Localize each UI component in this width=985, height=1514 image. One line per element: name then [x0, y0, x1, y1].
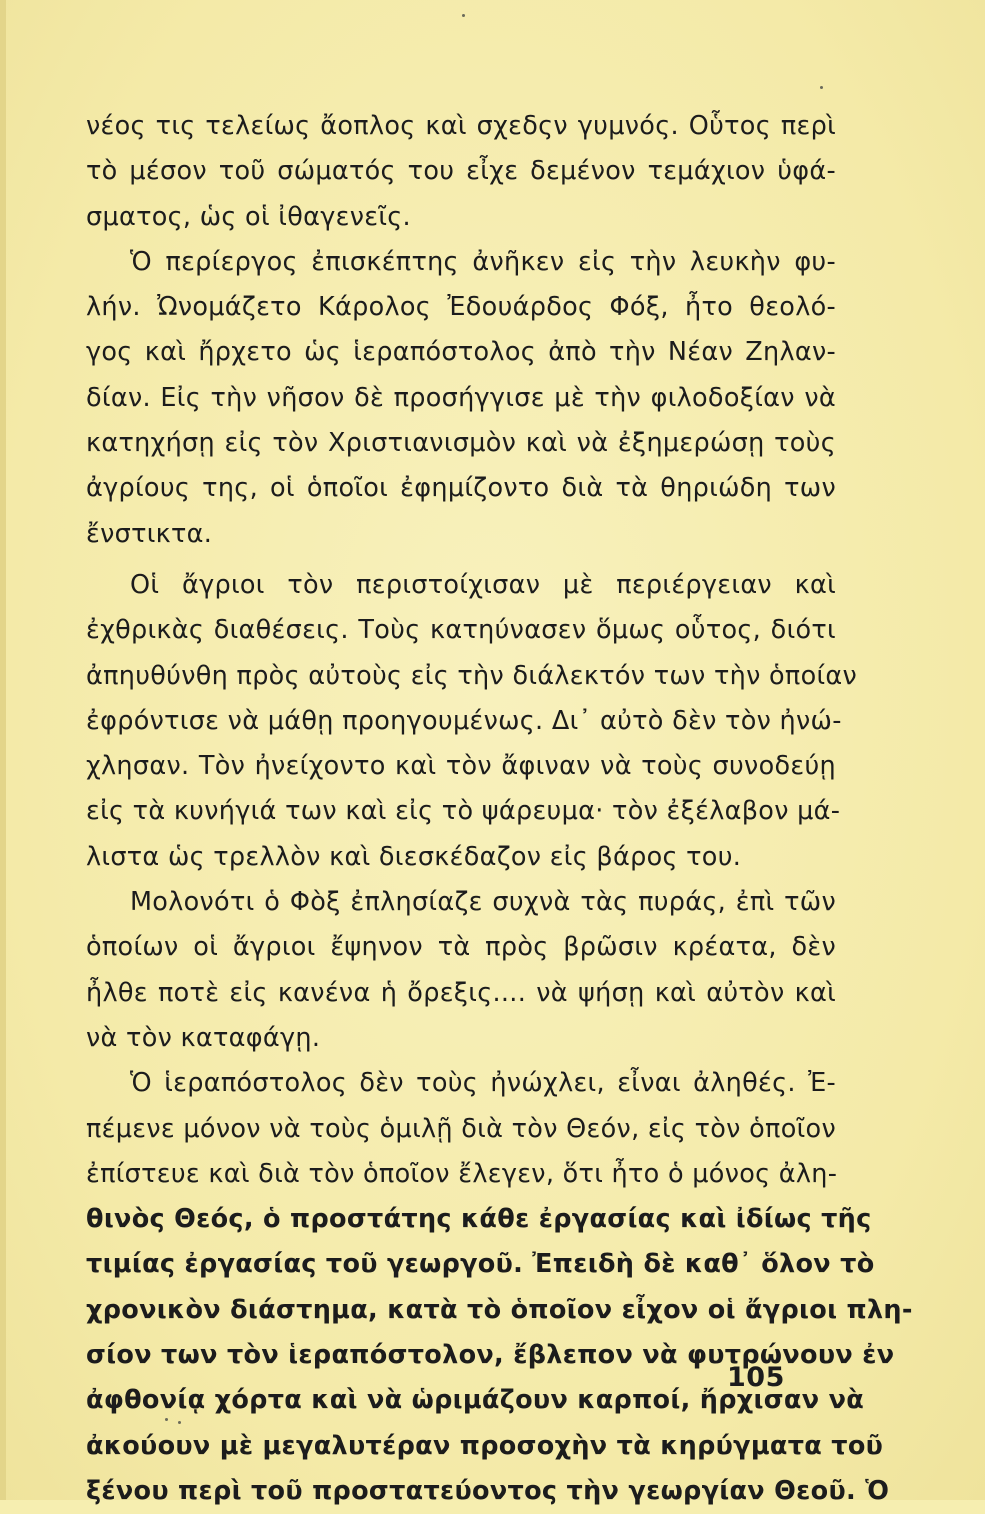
text-line: δίαν. Εἰς τὴν νῆσον δὲ προσήγγισε μὲ τὴν φιλοδοξίαν νὰ: [86, 382, 836, 413]
text-line: θινὸς Θεός, ὁ προστάτης κάθε ἐργασίας καὶ ἰδίως τῆς: [86, 1204, 872, 1235]
text-line: ἦλθε ποτὲ εἰς κανένα ἡ ὄρεξις.... νὰ ψήσῃ καὶ αὐτὸν καὶ: [86, 977, 836, 1008]
text-line: χλησαν. Τὸν ἠνείχοντο καὶ τὸν ἄφιναν νὰ τοὺς συνοδεύῃ: [86, 751, 836, 782]
text-line: Ὁ περίεργος ἐπισκέπτης ἀνῆκεν εἰς τὴν λευκὴν φυ-: [130, 246, 836, 277]
text-line: ἀγρίους της, οἱ ὁποῖοι ἐφημίζοντο διὰ τὰ θηριώδη των: [86, 473, 836, 504]
text-line: εἰς τὰ κυνήγιά των καὶ εἰς τὸ ψάρευμα· τὸν ἐξέλαβον μά-: [86, 796, 841, 827]
text-line: νέος τις τελείως ἄοπλος καὶ σχεδςν γυμνός. Οὗτος περὶ: [86, 111, 836, 141]
text-line: νὰ τὸν καταφάγῃ.: [86, 1022, 321, 1053]
text-line: σματος, ὡς οἱ ἰθαγενεῖς.: [86, 201, 411, 232]
text-line: λήν. Ὠνομάζετο Κάρολος Ἐδουάρδος Φόξ, ἦτο θεολό-: [86, 292, 836, 323]
text-line: τιμίας ἐργασίας τοῦ γεωργοῦ. Ἐπειδὴ δὲ καθ᾽ ὅλον τὸ: [86, 1249, 875, 1280]
text-line: ἀκούουν μὲ μεγαλυτέραν προσοχὴν τὰ κηρύγματα τοῦ: [86, 1430, 884, 1461]
text-line: ξένου περὶ τοῦ προστατεύοντος τὴν γεωργίαν Θεοῦ. Ὁ: [86, 1475, 890, 1506]
text-line: Οἱ ἄγριοι τὸν περιστοίχισαν μὲ περιέργειαν καὶ: [130, 569, 836, 600]
print-speck: [165, 1418, 168, 1421]
text-line: ἐπίστευε καὶ διὰ τὸν ὁποῖον ἔλεγεν, ὅτι ἦτο ὁ μόνος ἀλη-: [86, 1158, 838, 1189]
body-text: [86, 104, 913, 1514]
text-line: σίον των τὸν ἱεραπόστολον, ἔβλεπον νὰ φυτρώνουν ἐν: [86, 1340, 895, 1371]
text-line: Μολονότι ὁ Φὸξ ἐπλησίαζε συχνὰ τὰς πυράς, ἐπὶ τῶν: [130, 887, 836, 918]
text-line: λιστα ὡς τρελλὸν καὶ διεσκέδαζον εἰς βάρος του.: [86, 841, 742, 872]
text-line: κατηχήσῃ εἰς τὸν Χριστιανισμὸν καὶ νὰ ἐξημερώσῃ τοὺς: [86, 428, 836, 459]
text-line: πέμενε μόνον νὰ τοὺς ὁμιλῇ διὰ τὸν Θεόν, εἰς τὸν ὁποῖον: [86, 1113, 836, 1144]
text-line: ἐχθρικὰς διαθέσεις. Τοὺς κατηύνασεν ὅμως οὗτος, διότι: [86, 615, 836, 646]
text-line: ὁποίων οἱ ἄγριοι ἔψηνον τὰ πρὸς βρῶσιν κρέατα, δὲν: [86, 932, 836, 963]
text-line: ἀφθονίᾳ χόρτα καὶ νὰ ὡριμάζουν καρποί, ἤρχισαν νὰ: [86, 1385, 865, 1416]
print-speck: [178, 1421, 181, 1424]
text-line: Ὁ ἱεραπόστολος δὲν τοὺς ἠνώχλει, εἶναι ἀληθές. Ἐ-: [130, 1068, 836, 1099]
page-number: 105: [727, 1362, 785, 1393]
print-speck: [820, 86, 823, 89]
text-line: χρονικὸν διάστημα, κατὰ τὸ ὁποῖον εἶχον οἱ ἄγριοι πλη-: [86, 1294, 913, 1325]
text-line: ἔνστικτα.: [86, 518, 213, 549]
page-binding-edge: [0, 0, 6, 1500]
text-line: ἀπηυθύνθη πρὸς αὐτοὺς εἰς τὴν διάλεκτόν των τὴν ὁποίαν: [86, 660, 858, 691]
text-line: τὸ μέσον τοῦ σώματός του εἶχε δεμένον τεμάχιον ὑφά-: [86, 156, 836, 187]
text-line: γος καὶ ἤρχετο ὡς ἱεραπόστολος ἀπὸ τὴν Νέαν Ζηλαν-: [86, 337, 836, 368]
text-line: ἐφρόντισε νὰ μάθῃ προηγουμένως. Δι᾽ αὐτὸ δὲν τὸν ἠνώ-: [86, 705, 842, 736]
print-speck: [462, 14, 465, 17]
